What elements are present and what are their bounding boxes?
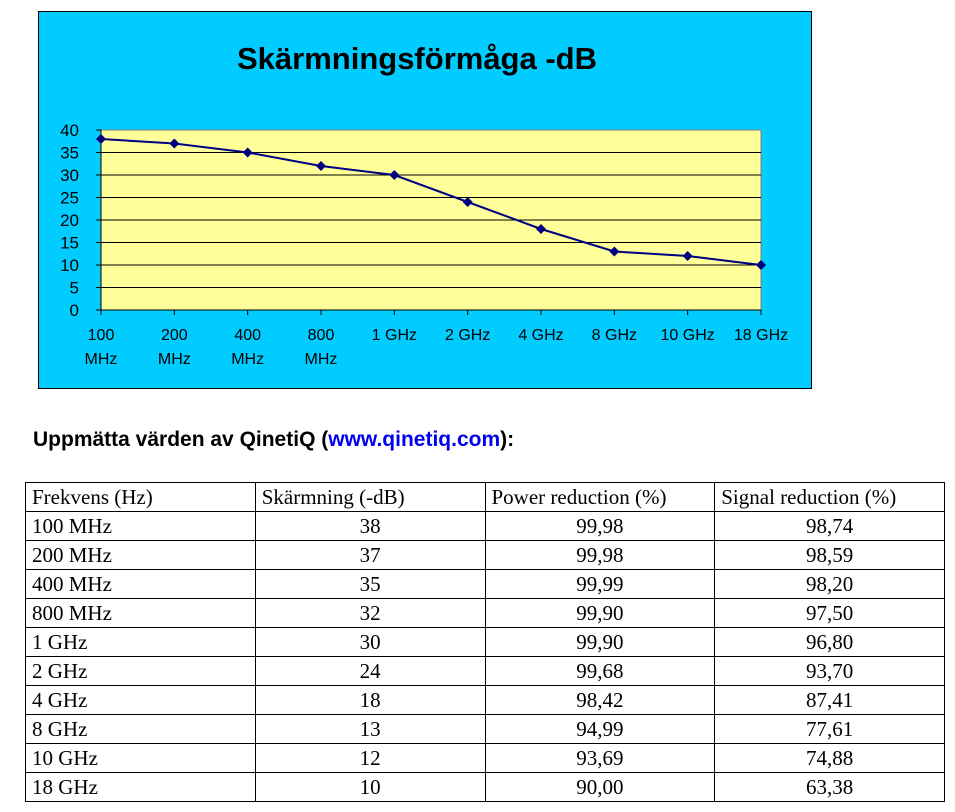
cell-power-reduction: 93,69 xyxy=(485,744,715,773)
chart-title: Skärmningsförmåga -dB xyxy=(236,41,598,76)
x-tick-label: 8 GHz xyxy=(591,327,638,344)
cell-power-reduction: 99,68 xyxy=(485,657,715,686)
cell-signal-reduction: 98,59 xyxy=(715,541,945,570)
table-row xyxy=(26,773,945,802)
y-tick-label: 5 xyxy=(69,278,79,298)
cell-power-reduction: 99,90 xyxy=(485,599,715,628)
table-row xyxy=(26,512,945,541)
heading-text-end: ): xyxy=(500,428,515,451)
cell-frequency: 100 MHz xyxy=(26,512,256,541)
cell-signal-reduction: 74,88 xyxy=(715,744,945,773)
y-tick-label: 35 xyxy=(60,143,79,163)
measurement-heading xyxy=(33,428,514,452)
cell-signal-reduction: 63,38 xyxy=(715,773,945,802)
cell-frequency: 2 GHz xyxy=(26,657,256,686)
cell-shielding: 12 xyxy=(255,744,485,773)
y-tick-label: 10 xyxy=(60,256,79,275)
cell-frequency: 200 MHz xyxy=(26,541,256,570)
y-tick-label: 40 xyxy=(60,121,79,140)
x-tick-label: 800 MHz xyxy=(304,327,338,368)
cell-power-reduction: 99,90 xyxy=(485,628,715,657)
table-row xyxy=(26,686,945,715)
cell-frequency: 400 MHz xyxy=(26,570,256,599)
y-tick-label: 15 xyxy=(60,233,79,253)
x-tick-label: 18 GHz xyxy=(733,327,789,344)
table-row xyxy=(26,744,945,773)
cell-signal-reduction: 98,20 xyxy=(715,570,945,599)
x-tick-label: 10 GHz xyxy=(660,327,715,344)
heading-text-start: Uppmätta värden av QinetiQ ( xyxy=(33,428,329,451)
cell-signal-reduction: 87,41 xyxy=(715,686,945,715)
cell-power-reduction: 98,42 xyxy=(485,686,715,715)
cell-signal-reduction: 93,70 xyxy=(715,657,945,686)
cell-shielding: 10 xyxy=(255,773,485,802)
x-tick-label: 200 MHz xyxy=(157,327,191,368)
cell-power-reduction: 94,99 xyxy=(485,715,715,744)
cell-power-reduction: 99,98 xyxy=(485,512,715,541)
cell-power-reduction: 99,99 xyxy=(485,570,715,599)
x-tick-label: 4 GHz xyxy=(518,327,564,344)
header-signal-reduction: Signal reduction (%) xyxy=(715,483,945,512)
cell-frequency: 10 GHz xyxy=(26,744,256,773)
cell-shielding: 38 xyxy=(255,512,485,541)
table-row xyxy=(26,570,945,599)
y-tick-label: 30 xyxy=(60,166,79,185)
cell-frequency: 1 GHz xyxy=(26,628,256,657)
line-chart xyxy=(39,12,811,388)
x-tick-label: 100 MHz xyxy=(84,327,118,368)
cell-frequency: 8 GHz xyxy=(26,715,256,744)
table-header-row xyxy=(26,483,945,512)
x-tick-labels xyxy=(85,327,789,368)
cell-signal-reduction: 98,74 xyxy=(715,512,945,541)
chart-panel xyxy=(38,11,812,389)
cell-frequency: 800 MHz xyxy=(26,599,256,628)
header-power-reduction: Power reduction (%) xyxy=(485,483,715,512)
table-row xyxy=(26,657,945,686)
cell-power-reduction: 90,00 xyxy=(485,773,715,802)
table-row xyxy=(26,715,945,744)
header-frequency: Frekvens (Hz) xyxy=(26,483,256,512)
cell-frequency: 18 GHz xyxy=(26,773,256,802)
x-tick-label: 400 MHz xyxy=(231,327,265,368)
table-row xyxy=(26,541,945,570)
cell-shielding: 32 xyxy=(255,599,485,628)
measurement-table xyxy=(25,482,945,802)
table-row xyxy=(26,599,945,628)
y-tick-label: 25 xyxy=(60,188,79,208)
cell-shielding: 30 xyxy=(255,628,485,657)
y-tick-labels xyxy=(60,121,79,320)
x-tick-label: 2 GHz xyxy=(444,327,491,344)
table-row xyxy=(26,628,945,657)
cell-shielding: 13 xyxy=(255,715,485,744)
y-tick-label: 0 xyxy=(69,301,79,320)
cell-shielding: 18 xyxy=(255,686,485,715)
cell-frequency: 4 GHz xyxy=(26,686,256,715)
cell-shielding: 37 xyxy=(255,541,485,570)
x-tick-label: 1 GHz xyxy=(371,327,418,344)
y-tick-label: 20 xyxy=(60,211,79,230)
table-body xyxy=(26,512,945,802)
cell-shielding: 24 xyxy=(255,657,485,686)
cell-signal-reduction: 96,80 xyxy=(715,628,945,657)
cell-power-reduction: 99,98 xyxy=(485,541,715,570)
cell-shielding: 35 xyxy=(255,570,485,599)
qinetiq-link[interactable]: www.qinetiq.com xyxy=(328,428,501,451)
header-shielding: Skärmning (-dB) xyxy=(255,483,485,512)
cell-signal-reduction: 97,50 xyxy=(715,599,945,628)
cell-signal-reduction: 77,61 xyxy=(715,715,945,744)
